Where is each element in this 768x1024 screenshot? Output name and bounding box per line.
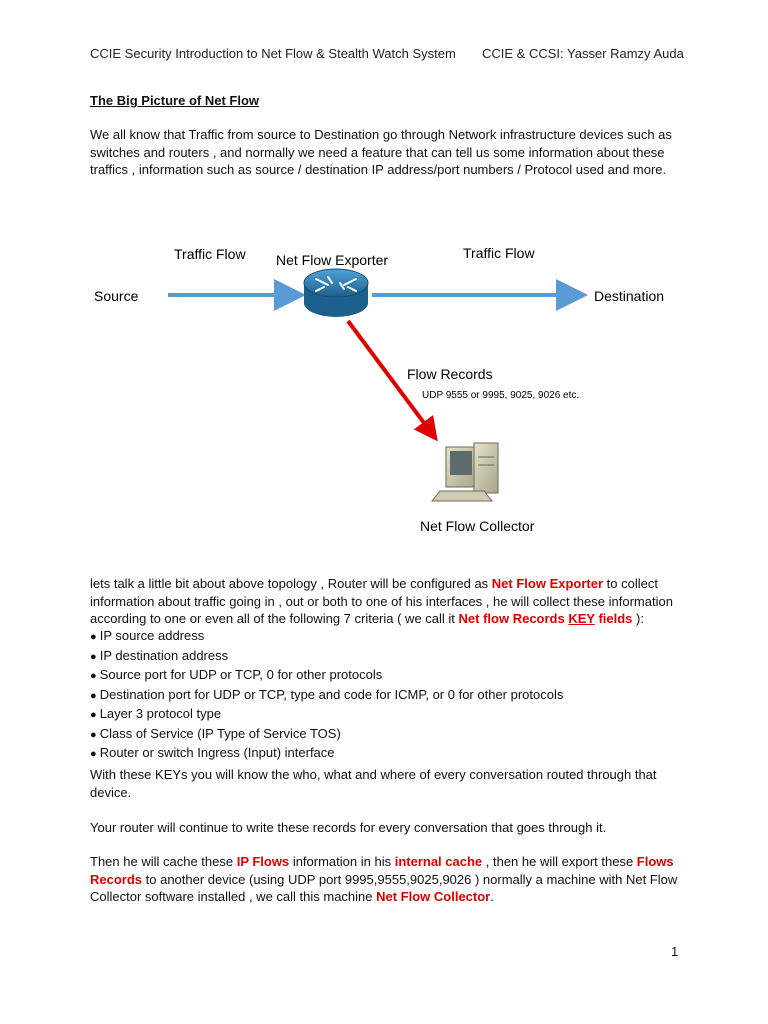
- key-fields-list: [90, 627, 690, 764]
- highlight-records: Net flow Records: [458, 611, 569, 626]
- intro-paragraph: We all know that Traffic from source to Destination go through Network infrastructure devices such as switches and routers , and normally we need a feature that can tell us some information about these traffics , information such as source / destination IP address/port numbers / Protocol used and more.: [90, 127, 672, 177]
- list-item: ● Router or switch Ingress (Input) interface: [90, 744, 690, 764]
- topology-explanation-paragraph: lets talk a little bit about above topology , Router will be configured as Net Flow Exporter to collect information about traffic going in , out or both to one of his interfaces , he will collect these information according to one or even all of the following 7 criteria ( we call it Net flow Records KEY fields ):: [90, 576, 673, 626]
- highlight-collector: Net Flow Collector: [376, 889, 491, 904]
- destination-label: Destination: [594, 288, 665, 304]
- highlight-key: KEY: [568, 611, 595, 626]
- list-item: ● IP source address: [90, 627, 690, 647]
- highlight-fields: fields: [594, 611, 633, 626]
- collector-computer-icon: [432, 443, 498, 501]
- header-right: CCIE & CCSI: Yasser Ramzy Auda: [482, 46, 684, 61]
- section-title: The Big Picture of Net Flow: [90, 93, 260, 108]
- header-left: CCIE Security Introduction to Net Flow & Stealth Watch System: [90, 46, 456, 61]
- udp-ports-label: UDP 9555 or 9995, 9025, 9026 etc.: [422, 390, 580, 401]
- list-item: ● IP destination address: [90, 647, 690, 667]
- list-item: ● Layer 3 protocol type: [90, 705, 690, 725]
- source-label: Source: [94, 288, 139, 304]
- records-paragraph: Your router will continue to write these records for every conversation that goes through it.: [90, 820, 607, 835]
- netflow-topology-diagram: [80, 235, 690, 545]
- keys-paragraph: With these KEYs you will know the who, what and where of every conversation routed through that device.: [90, 767, 657, 800]
- page-number: 1: [671, 944, 679, 959]
- list-item: ● Class of Service (IP Type of Service TOS): [90, 725, 690, 745]
- router-icon: [304, 269, 368, 317]
- collector-label: Net Flow Collector: [420, 518, 535, 534]
- flow-records-label: Flow Records: [407, 366, 493, 382]
- export-paragraph: Then he will cache these IP Flows information in his internal cache , then he will export these Flows Records to another device (using UDP port 9995,9555,9025,9026 ) normally a machine with Net Flow Collector software installed , we call this machine Net Flow Collector.: [90, 854, 678, 904]
- exporter-label: Net Flow Exporter: [276, 252, 389, 268]
- highlight-flows-records: Flows Records: [90, 854, 674, 887]
- traffic-flow-left-label: Traffic Flow: [174, 246, 246, 262]
- list-item: ● Destination port for UDP or TCP, type and code for ICMP, or 0 for other protocols: [90, 686, 690, 706]
- highlight-ip-flows: IP Flows: [236, 854, 290, 869]
- list-item: ● Source port for UDP or TCP, 0 for other protocols: [90, 666, 690, 686]
- traffic-flow-right-label: Traffic Flow: [463, 245, 535, 261]
- highlight-internal-cache: internal cache: [394, 854, 483, 869]
- highlight-exporter: Net Flow Exporter: [491, 576, 604, 591]
